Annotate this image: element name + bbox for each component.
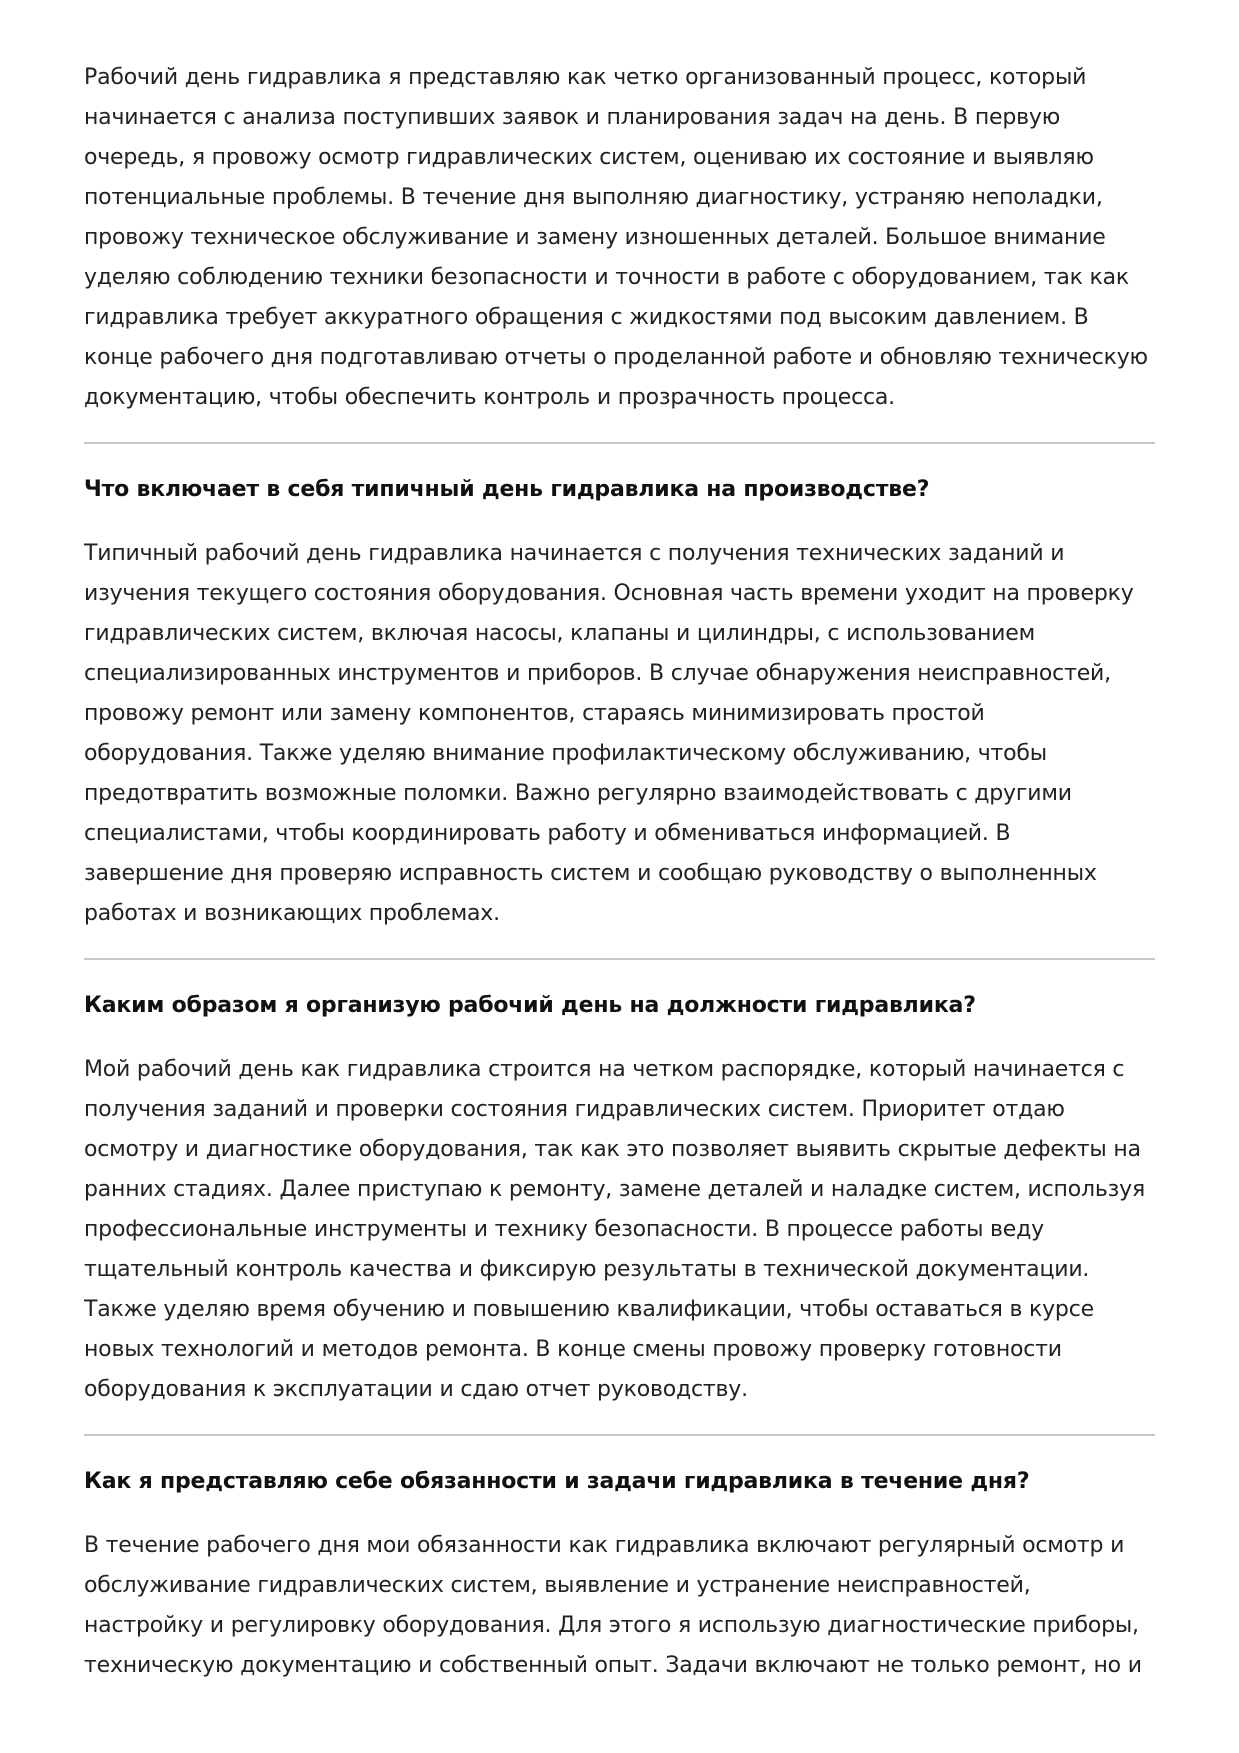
section-divider (84, 958, 1155, 960)
section-divider (84, 442, 1155, 444)
answer-paragraph: Типичный рабочий день гидравлика начинается с получения технических заданий и изучения текущего состояния оборудования. Основная часть времени уходит на проверку гидравлических систем, включая насосы, клапаны и цилиндры, с использованием специализированных инструментов и приборов. В случае обнаружения неисправностей, провожу ремонт или замену компонентов, стараясь минимизировать простой оборудования. Также уделяю внимание профилактическому обслуживанию, чтобы предотвратить возможные поломки. Важно регулярно взаимодействовать с другими специалистами, чтобы координировать работу и обмениваться информацией. В завершение дня проверяю исправность систем и сообщаю руководству о выполненных работах и возникающих проблемах. (84, 541, 1134, 926)
question-heading: Каким образом я организую рабочий день на должности гидравлика? (84, 993, 976, 1018)
question-heading: Что включает в себя типичный день гидравлика на производстве? (84, 477, 930, 502)
question-heading: Как я представляю себе обязанности и задачи гидравлика в течение дня? (84, 1469, 1030, 1494)
section-divider (84, 1434, 1155, 1436)
answer-paragraph: Мой рабочий день как гидравлика строится на четком распорядке, который начинается с получения заданий и проверки состояния гидравлических систем. Приоритет отдаю осмотру и диагностике оборудования, так как это позволяет выявить скрытые дефекты на ранних стадиях. Далее приступаю к ремонту, замене деталей и наладке систем, используя профессиональные инструменты и технику безопасности. В процессе работы веду тщательный контроль качества и фиксирую результаты в технической документации. Также уделяю время обучению и повышению квалификации, чтобы оставаться в курсе новых технологий и методов ремонта. В конце смены провожу проверку готовности оборудования к эксплуатации и сдаю отчет руководству. (84, 1057, 1145, 1402)
intro-answer: Рабочий день гидравлика я представляю как четко организованный процесс, который начинается с анализа поступивших заявок и планирования задач на день. В первую очередь, я провожу осмотр гидравлических систем, оцениваю их состояние и выявляю потенциальные проблемы. В течение дня выполняю диагностику, устраняю неполадки, провожу техническое обслуживание и замену изношенных деталей. Большое внимание уделяю соблюдению техники безопасности и точности в работе с оборудованием, так как гидравлика требует аккуратного обращения с жидкостями под высоким давлением. В конце рабочего дня подготавливаю отчеты о проделанной работе и обновляю техническую документацию, чтобы обеспечить контроль и прозрачность процесса. (84, 65, 1148, 410)
answer-paragraph: В течение рабочего дня мои обязанности как гидравлика включают регулярный осмотр и обслуживание гидравлических систем, выявление и устранение неисправностей, настройку и регулировку оборудования. Для этого я использую диагностические приборы, техническую документацию и собственный опыт. Задачи включают не только ремонт, но и (84, 1533, 1142, 1678)
